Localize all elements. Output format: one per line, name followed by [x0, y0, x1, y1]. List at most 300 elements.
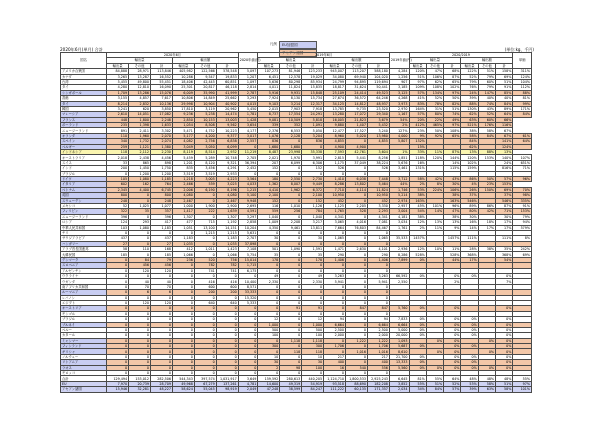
data-cell: 0 [302, 371, 324, 376]
data-cell: 0 [302, 230, 324, 235]
data-cell: 1,124,710 [324, 376, 346, 381]
data-cell: 3,649 [238, 376, 258, 381]
data-cell: 70 [151, 284, 173, 289]
data-cell: 452 [367, 198, 389, 203]
data-cell: 1,222 [367, 338, 389, 343]
data-cell: 0 [172, 295, 194, 300]
data-cell: 440,205 [302, 376, 324, 381]
data-cell: 124 [107, 220, 129, 225]
data-cell: 0% [409, 360, 426, 365]
data-cell: 0 [324, 311, 346, 316]
data-cell: 24% [461, 90, 478, 95]
data-cell: 1,175 [324, 160, 346, 165]
data-cell: 20,817 [194, 85, 216, 90]
data-cell: 0 [129, 365, 151, 370]
data-cell: 50,441 [367, 85, 389, 90]
data-cell: 2,100 [302, 193, 324, 198]
data-cell: 521% [461, 123, 478, 128]
data-cell: 0 [129, 198, 151, 203]
data-cell: 79% [478, 85, 495, 90]
data-cell: 0 [367, 268, 389, 273]
data-cell: 0 [324, 338, 346, 343]
data-cell: 1,065 [324, 236, 346, 241]
data-cell: 54% [389, 117, 409, 122]
data-cell: 102% [461, 160, 478, 165]
country-name: レバノン [61, 295, 107, 300]
data-cell: 13,333 [389, 360, 409, 365]
data-cell: 7,448 [367, 176, 389, 181]
data-cell: 2% [409, 225, 426, 230]
data-cell: 0 [129, 327, 151, 332]
data-cell: 2,015 [258, 106, 280, 111]
data-cell: 0 [216, 274, 238, 279]
data-cell: 30 [258, 360, 280, 365]
data-cell: 1,851 [389, 155, 409, 160]
data-cell: 741 [216, 268, 238, 273]
data-cell: 3,654 [238, 123, 258, 128]
data-cell: 405,982 [172, 69, 194, 74]
data-cell: 51% [409, 74, 426, 79]
data-cell: 39% [461, 387, 478, 392]
data-cell: 50% [478, 176, 495, 181]
data-cell: 0 [151, 333, 173, 338]
data-cell: 7,833 [389, 317, 409, 322]
data-cell: 0% [496, 322, 513, 327]
data-cell: 35% [496, 247, 513, 252]
data-cell: 782 [216, 263, 238, 268]
data-cell: 1,256 [389, 74, 409, 79]
data-cell: 0 [216, 344, 238, 349]
data-cell: 0 [129, 371, 151, 376]
data-cell: 9,948 [238, 198, 258, 203]
country-name: サウジアラビア [61, 236, 107, 241]
data-cell: 30 [302, 360, 324, 365]
data-cell: 0% [444, 327, 461, 332]
data-cell: 8,256 [367, 155, 389, 160]
data-cell: 99% [513, 101, 532, 106]
data-cell: 2,970 [389, 106, 409, 111]
data-cell: 540 [346, 365, 368, 370]
data-cell: 0% [444, 349, 461, 354]
data-cell: 0 [302, 263, 324, 268]
data-cell: 5,214 [389, 193, 409, 198]
data-cell: 0 [258, 295, 280, 300]
data-cell: 0% [444, 322, 461, 327]
data-cell: 0% [409, 365, 426, 370]
data-cell: 58,624 [172, 387, 194, 392]
data-cell: 0% [461, 317, 478, 322]
data-cell: 0 [280, 230, 302, 235]
data-cell: 4,280 [107, 85, 129, 90]
data-cell: 84 [129, 257, 151, 262]
data-cell: 526 [367, 166, 389, 171]
data-cell: 0 [367, 263, 389, 268]
data-cell: 0% [478, 349, 495, 354]
data-cell: 4,082 [172, 139, 194, 144]
data-cell: 7,903 [280, 106, 302, 111]
data-cell: 1,183 [172, 236, 194, 241]
data-cell: 62% [461, 112, 478, 117]
data-cell: 2,074 [151, 139, 173, 144]
data-cell: 1,307 [216, 214, 238, 219]
data-cell: 0 [238, 338, 258, 343]
data-cell: 0% [409, 333, 426, 338]
data-cell: 3,265 [107, 74, 129, 79]
data-cell: 0 [216, 365, 238, 370]
data-cell: 0 [151, 354, 173, 359]
data-cell: 70% [513, 187, 532, 192]
data-cell: 3,519 [194, 171, 216, 176]
data-cell: 6,745 [151, 187, 173, 192]
data-cell: 10 [302, 354, 324, 359]
data-cell: 200 [107, 166, 129, 171]
data-cell: 452 [324, 198, 346, 203]
data-cell: 84,247 [302, 387, 324, 392]
data-cell: 4,000 [389, 133, 409, 138]
data-cell: 0 [280, 317, 302, 322]
data-cell: 1,960 [129, 133, 151, 138]
country-name: メキシコ [61, 203, 107, 208]
data-cell: 10,509 [280, 117, 302, 122]
data-cell: 0 [107, 284, 129, 289]
data-cell: 134% [426, 90, 443, 95]
data-cell: 5,050 [302, 128, 324, 133]
data-cell: 1,750 [151, 166, 173, 171]
data-cell: 0 [324, 349, 346, 354]
data-cell: 20,962 [216, 106, 238, 111]
data-cell: 37,049 [346, 160, 368, 165]
data-cell: 898 [151, 160, 173, 165]
data-cell: 0 [151, 365, 173, 370]
data-cell: 0% [444, 274, 461, 279]
data-cell: 0 [238, 311, 258, 316]
data-cell: 122,566 [194, 69, 216, 74]
data-cell: 1% [389, 150, 409, 155]
units-note: (単位:kg、千円) [504, 47, 534, 52]
subheader-cell: その他 [129, 63, 151, 68]
data-cell: 8,196 [216, 187, 238, 192]
data-cell: 35,990 [194, 90, 216, 95]
data-cell: 1,962 [280, 187, 302, 192]
data-cell: 16,552 [151, 74, 173, 79]
data-cell: 4,080 [172, 193, 194, 198]
data-cell: 108% [444, 128, 461, 133]
data-cell: 2,730 [302, 176, 324, 181]
data-cell: 84% [496, 101, 513, 106]
data-cell: 0 [172, 317, 194, 322]
data-cell: 256 [280, 209, 302, 214]
data-cell: 0 [107, 279, 129, 284]
data-cell: 1,126 [302, 203, 324, 208]
data-cell: 62% [426, 79, 443, 84]
data-cell: 0% [444, 338, 461, 343]
data-cell: 52% [444, 381, 461, 386]
data-cell: 8,130 [280, 96, 302, 101]
data-cell: 51% [444, 106, 461, 111]
data-cell: 0 [346, 268, 368, 273]
country-name: 大韓民国 [61, 252, 107, 257]
data-cell: 280,613 [280, 376, 302, 381]
data-cell: 25,301 [172, 85, 194, 90]
data-cell: 27,674 [324, 96, 346, 101]
data-cell: 17,072 [346, 112, 368, 117]
data-cell: 55,045 [194, 387, 216, 392]
data-cell: 84% [461, 139, 478, 144]
country-name: チリ [61, 230, 107, 235]
data-cell: 79% [461, 79, 478, 84]
data-cell: 4,291 [216, 166, 238, 171]
data-cell: 0 [107, 365, 129, 370]
data-cell: 80% [461, 209, 478, 214]
data-cell: 84,467 [367, 225, 389, 230]
data-cell: 0 [346, 311, 368, 316]
data-cell: 111,222 [324, 387, 346, 392]
data-cell: 4,456 [151, 155, 173, 160]
data-cell: 2,070 [151, 133, 173, 138]
data-cell: 6,038 [346, 176, 368, 181]
data-cell: 456 [151, 263, 173, 268]
data-cell: 0 [107, 268, 129, 273]
data-cell: 0% [496, 354, 513, 359]
data-cell: 101% [513, 387, 532, 392]
data-cell: 0 [258, 171, 280, 176]
data-cell: 5,941 [367, 279, 389, 284]
data-cell: 2,815 [324, 155, 346, 160]
data-cell: 118 [280, 349, 302, 354]
data-cell: 7,617 [151, 96, 173, 101]
country-name: ポーランド [61, 123, 107, 128]
data-cell: 24,414 [346, 90, 368, 95]
data-cell: 0 [346, 214, 368, 219]
data-cell: 38% [461, 128, 478, 133]
data-cell: 11% [426, 225, 443, 230]
data-cell: 42,445 [194, 79, 216, 84]
data-cell: 20,000 [389, 333, 409, 338]
data-cell: 0 [346, 252, 368, 257]
data-cell: 3,025 [216, 182, 238, 187]
data-cell: 2% [389, 123, 409, 128]
data-cell: 0 [107, 338, 129, 343]
data-cell: 0% [496, 338, 513, 343]
data-cell: 2,957 [389, 203, 409, 208]
data-cell: 49,800 [129, 79, 151, 84]
data-cell: 2,925,243 [367, 376, 389, 381]
data-cell: 1,406 [324, 257, 346, 262]
data-cell: 1,732 [129, 139, 151, 144]
data-cell: 0 [346, 322, 368, 327]
data-cell: 17% [496, 220, 513, 225]
export-table [60, 52, 532, 393]
data-cell: 2,900 [216, 203, 238, 208]
data-cell: 120 [151, 300, 173, 305]
data-cell: 368% [461, 252, 478, 257]
data-cell: 97% [444, 123, 461, 128]
data-cell: 13% [444, 220, 461, 225]
data-cell: 0 [216, 360, 238, 365]
data-cell: 10,223 [216, 128, 238, 133]
data-cell: 2,936 [389, 247, 409, 252]
data-cell: 10,400 [238, 279, 258, 284]
data-cell: 0 [324, 290, 346, 295]
data-cell: 52% [426, 96, 443, 101]
data-cell: 0 [258, 263, 280, 268]
data-cell: 94 [367, 317, 389, 322]
data-cell: 89% [461, 203, 478, 208]
data-cell: 217 [367, 354, 389, 359]
data-cell: 0 [151, 360, 173, 365]
data-cell: 109% [409, 85, 426, 90]
data-cell: 397,574 [194, 376, 216, 381]
data-cell: 3,263 [367, 274, 389, 279]
data-cell: 8,610 [389, 349, 409, 354]
data-cell: 18% [478, 220, 495, 225]
data-cell: 0 [194, 371, 216, 376]
data-cell: 168 [151, 247, 173, 252]
data-cell: 40 [151, 279, 173, 284]
data-cell: 0 [107, 306, 129, 311]
data-cell: 0 [280, 268, 302, 273]
data-cell: 3,679 [367, 117, 389, 122]
data-cell: 7,918 [302, 106, 324, 111]
data-cell: 1,121 [129, 144, 151, 149]
data-cell: 116% [496, 123, 513, 128]
data-cell: 1,031,917 [216, 376, 238, 381]
data-cell: 0% [426, 365, 443, 370]
data-cell: 4,016 [346, 220, 368, 225]
data-cell: 0 [258, 371, 280, 376]
data-cell: 147% [478, 90, 495, 95]
legend-label: 凡例 [269, 42, 277, 46]
data-cell: 118 [302, 349, 324, 354]
data-cell: 38,224 [367, 160, 389, 165]
data-cell: 0 [346, 198, 368, 203]
data-cell: 0 [194, 311, 216, 316]
data-cell: 5,000 [389, 327, 409, 332]
data-cell: 0 [258, 349, 280, 354]
country-name: ドイツ [61, 176, 107, 181]
data-cell: 248 [151, 198, 173, 203]
data-cell: 49,968 [172, 381, 194, 386]
data-cell: 4,752 [194, 128, 216, 133]
data-cell: 0 [107, 327, 129, 332]
data-cell: 69% [513, 252, 532, 257]
data-cell: 293 [129, 220, 151, 225]
data-cell: 120 [129, 268, 151, 273]
country-name: スウェーデン [61, 198, 107, 203]
data-cell: 5,471 [172, 128, 194, 133]
data-cell: 0 [129, 241, 151, 246]
data-cell: 0% [444, 317, 461, 322]
data-cell: 88% [513, 90, 532, 95]
data-cell: 945,007 [324, 69, 346, 74]
data-cell: 3,991 [302, 155, 324, 160]
data-cell: 51% [426, 381, 443, 386]
data-cell: 1,066 [216, 252, 238, 257]
data-cell: 4,200 [194, 133, 216, 138]
data-cell: 10,904 [194, 101, 216, 106]
data-cell: 153% [513, 209, 532, 214]
subheader-cell: その他 [194, 63, 216, 68]
data-cell: 153% [478, 155, 495, 160]
data-cell: 5,636 [258, 79, 280, 84]
data-cell: 40 [129, 279, 151, 284]
data-cell: 3,049 [172, 144, 194, 149]
data-cell: 86% [478, 203, 495, 208]
data-cell: 1,185 [151, 176, 173, 181]
data-cell: 64,246 [367, 96, 389, 101]
data-cell: 0 [216, 333, 238, 338]
data-cell: 0 [367, 300, 389, 305]
data-cell: 19,029 [302, 74, 324, 79]
data-cell: 1457% [444, 236, 461, 241]
country-name: ロシア [61, 220, 107, 225]
data-cell: 1,410 [324, 176, 346, 181]
data-cell: 12 [302, 317, 324, 322]
data-cell: 5,754 [238, 252, 258, 257]
data-cell: 0 [107, 344, 129, 349]
data-cell: 1,423 [216, 247, 238, 252]
data-cell: 120% [461, 155, 478, 160]
data-cell: 116 [258, 203, 280, 208]
data-cell: 0 [324, 300, 346, 305]
data-cell: 60,851 [216, 79, 238, 84]
data-cell: 0 [324, 268, 346, 273]
data-cell: 0 [194, 236, 216, 241]
data-cell: 437 [151, 236, 173, 241]
data-cell: 8,960 [324, 133, 346, 138]
data-cell: 61% [513, 133, 532, 138]
data-cell: 1,200 [129, 171, 151, 176]
data-cell: 162 [129, 182, 151, 187]
data-cell: 0 [172, 284, 194, 289]
data-cell: 27 [151, 241, 173, 246]
data-cell: 17,810 [172, 106, 194, 111]
data-cell: 3,293 [238, 96, 258, 101]
data-cell: 0 [172, 327, 194, 332]
data-cell: 6,099 [216, 144, 238, 149]
data-cell: 0 [238, 333, 258, 338]
data-cell: 58 [107, 247, 129, 252]
data-cell: 2,850 [172, 117, 194, 122]
data-cell: 0 [324, 230, 346, 235]
data-cell: 0% [409, 344, 426, 349]
data-cell: 1,093 [389, 338, 409, 343]
data-cell: 6,838 [216, 139, 238, 144]
data-cell: 0 [258, 300, 280, 305]
data-cell: 0 [172, 268, 194, 273]
data-cell: 104,020 [367, 74, 389, 79]
data-cell: 0 [172, 338, 194, 343]
data-cell: 2 [258, 365, 280, 370]
data-cell: 87% [444, 74, 461, 79]
country-name: 合計 [61, 376, 107, 381]
data-cell: 6,645 [389, 376, 409, 381]
data-cell: 84% [426, 387, 443, 392]
data-cell: 60% [478, 79, 495, 84]
data-cell: 1,035 [216, 241, 238, 246]
data-cell: 60% [478, 117, 495, 122]
data-cell: 311% [513, 69, 532, 74]
data-cell: 0 [129, 295, 151, 300]
data-cell: 0 [172, 344, 194, 349]
data-cell: 0 [129, 230, 151, 235]
data-cell: 2,932 [216, 150, 238, 155]
data-cell: 0 [216, 311, 238, 316]
data-cell: 0 [129, 252, 151, 257]
data-cell: 106% [444, 187, 461, 192]
data-cell: 38,599 [280, 387, 302, 392]
data-cell: 110 [107, 133, 129, 138]
